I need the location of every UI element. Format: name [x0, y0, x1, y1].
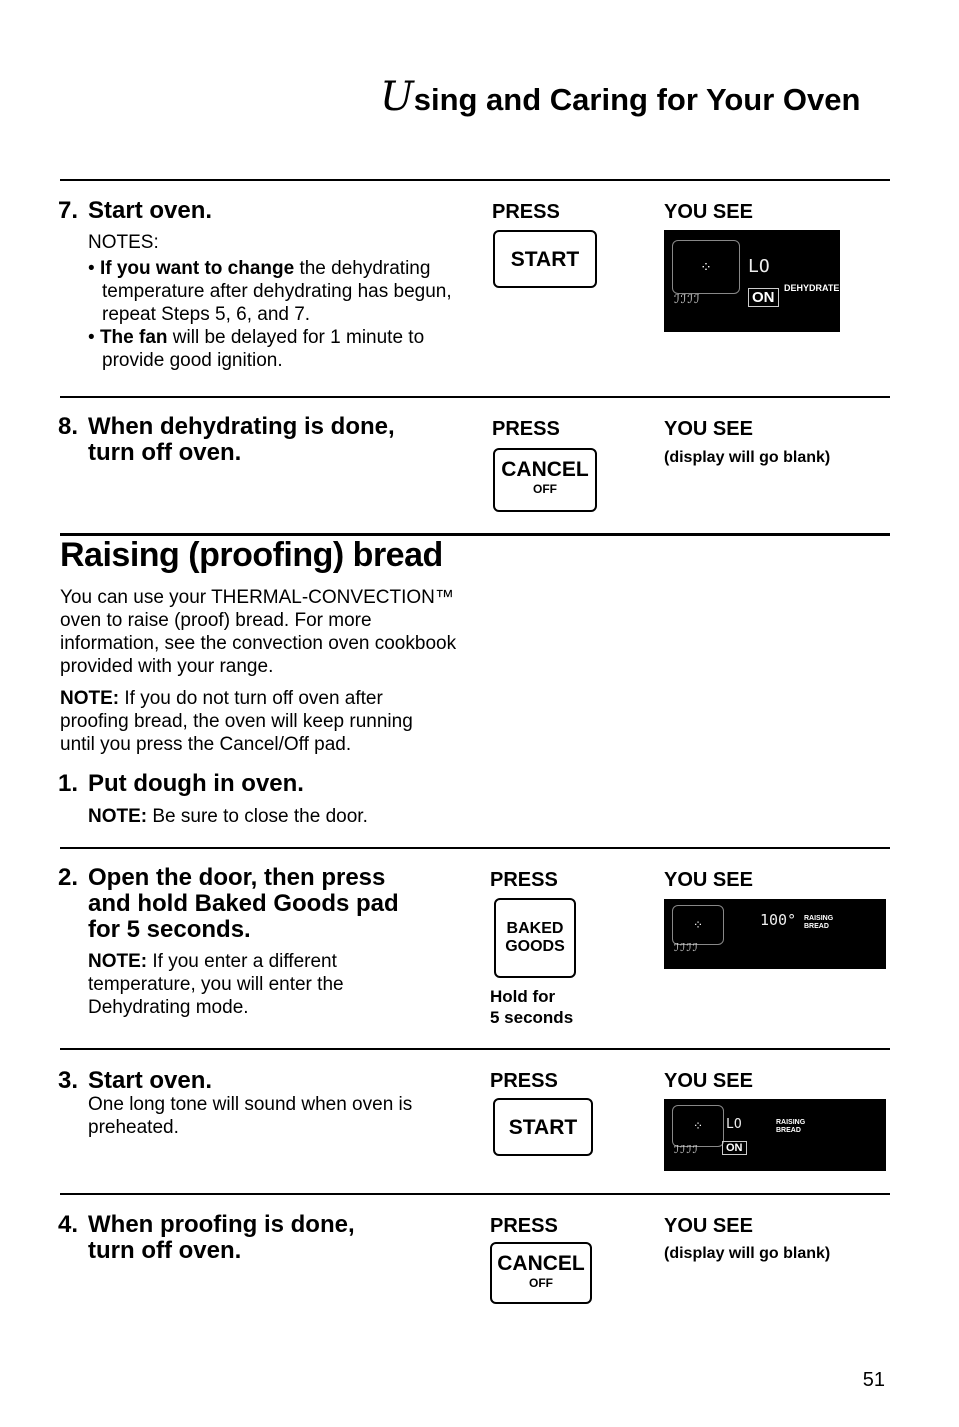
notes-label: NOTES:	[88, 232, 159, 253]
raising-bread-indicator: RAISING BREAD	[804, 915, 834, 930]
note-bullet: • The fan will be delayed for 1 minute to provide good ignition.	[88, 327, 425, 371]
section-intro: You can use your THERMAL-CONVECTION™ oven to raise (proof) bread. For more information, see the convection oven cookbook provided with your range.	[60, 587, 457, 677]
you-see-label: YOU SEE	[664, 1070, 753, 1092]
divider	[60, 1048, 890, 1050]
display-temp: 100°	[760, 911, 797, 929]
raise-step-1-title: 1. Put dough in oven.	[58, 770, 304, 797]
raise-step-1-note: NOTE: Be sure to close the door.	[88, 806, 368, 827]
raise-step-2-note: NOTE: If you enter a different temperature, you will enter the Dehydrating mode.	[88, 951, 344, 1018]
raising-bread-indicator: RAISING BREAD	[776, 1119, 806, 1134]
display-temp: LO	[748, 256, 770, 277]
hold-instruction: Hold for 5 seconds	[490, 987, 574, 1027]
you-see-label: YOU SEE	[664, 201, 753, 223]
oven-display	[664, 899, 886, 969]
raise-step-3-text: One long tone will sound when oven is preheated.	[88, 1094, 413, 1138]
you-see-label: YOU SEE	[664, 418, 753, 440]
display-blank-note: (display will go blank)	[664, 449, 831, 466]
press-label: PRESS	[492, 201, 560, 223]
you-see-label: YOU SEE	[664, 869, 753, 891]
section-title: Raising (proofing) bread	[60, 536, 443, 574]
oven-display	[664, 230, 840, 332]
dehydrate-indicator: DEHYDRATE	[784, 283, 840, 293]
press-label: PRESS	[490, 869, 558, 891]
on-indicator: ON	[722, 1141, 747, 1155]
heat-bars: ℐℐℐℐ	[674, 1144, 699, 1156]
divider	[60, 847, 890, 849]
step-7-notes	[88, 231, 458, 372]
note-bullet: • If you want to change the dehydrating temperature after dehydrating has begun, repeat Steps 5, 6, and 7.	[88, 258, 452, 325]
heat-bars: ℐℐℐℐ	[674, 942, 699, 954]
divider	[60, 396, 890, 398]
page-number: 51	[862, 1369, 885, 1391]
press-label: PRESS	[490, 1070, 558, 1092]
section-note: NOTE: If you do not turn off oven after proofing bread, the oven will keep running until you press the Cancel/Off pad.	[60, 688, 413, 755]
press-label: PRESS	[492, 418, 560, 440]
display-temp: LO	[726, 1117, 742, 1132]
raise-step-4-title: 4. When proofing is done, turn off oven.	[58, 1211, 355, 1264]
press-label: PRESS	[490, 1215, 558, 1237]
start-pad[interactable]: START	[493, 230, 597, 288]
step-8-title: 8. When dehydrating is done, turn off oven.	[58, 413, 395, 466]
step-7-title: 7. Start oven.	[58, 197, 213, 224]
oven-display	[664, 1099, 886, 1171]
display-blank-note: (display will go blank)	[664, 1245, 831, 1262]
page-header	[380, 74, 860, 120]
divider	[60, 1193, 890, 1195]
divider	[60, 179, 890, 181]
raise-step-3-title: 3. Start oven.	[58, 1067, 213, 1094]
header-initial: U	[380, 74, 414, 120]
baked-goods-pad[interactable]: BAKED GOODS	[494, 898, 576, 978]
heat-bars: ℐℐℐℐ	[674, 292, 701, 306]
header-title: sing and Caring for Your Oven	[413, 82, 861, 117]
start-pad[interactable]: START	[493, 1098, 593, 1156]
fan-icon: ⁘	[672, 240, 740, 294]
raise-step-2-title: 2. Open the door, then press and hold Baked Goods pad for 5 seconds.	[58, 864, 399, 943]
cancel-off-pad[interactable]: CANCEL OFF	[493, 448, 597, 512]
on-indicator: ON	[748, 288, 779, 307]
fan-icon: ⁘	[672, 1105, 724, 1147]
you-see-label: YOU SEE	[664, 1215, 753, 1237]
cancel-off-pad[interactable]: CANCEL OFF	[490, 1242, 592, 1304]
fan-icon: ⁘	[672, 905, 724, 945]
